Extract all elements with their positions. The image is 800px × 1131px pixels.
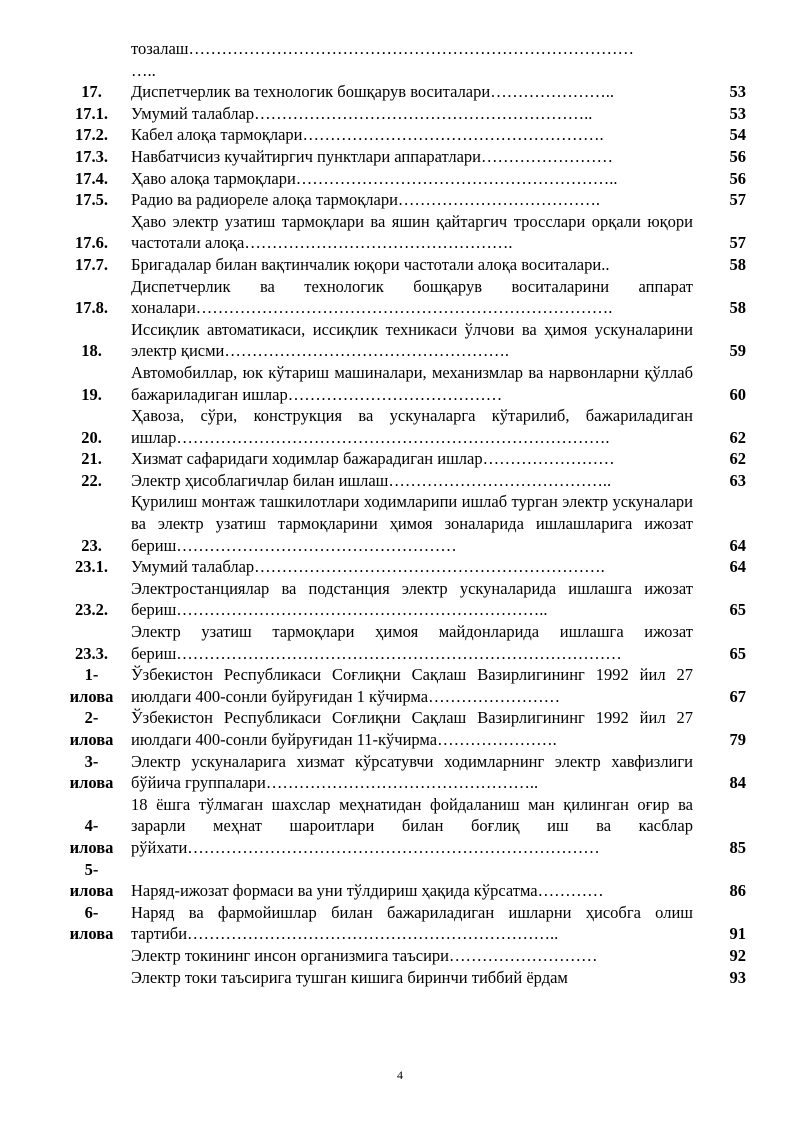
toc-entry-title: Ўзбекистон Республикаси Соғлиқни Сақлаш Вазирлигининг 1992 йил 27 июлдаги 400-сонли буйруғидан 11-кўчирма…………………. xyxy=(131,708,693,749)
toc-entry-title: Умумий талаблар…………………………………………………….. xyxy=(131,103,593,123)
toc-entry-number: 17.4. xyxy=(75,168,108,188)
toc-entry-page: 62 xyxy=(729,449,746,469)
toc-entry-title: Наряд-ижозат формаси ва уни тўлдириш ҳақида кўрсатма………… xyxy=(131,881,604,901)
toc-entry-page: 63 xyxy=(729,470,746,490)
toc-entry-page: 93 xyxy=(729,967,746,987)
toc-entry-title: Автомобиллар, юк кўтариш машиналари, механизмлар ва нарвонларни қўллаб бажариладиган ишлар………………………………… xyxy=(131,362,693,404)
toc-entry-title: Иссиқлик автоматикаси, иссиқлик техникаси ўлчови ва ҳимоя ускуналарини электр қисми……………………………………………. xyxy=(131,319,693,361)
toc-entry-title: Наряд ва фармойишлар билан бажариладиган ишларни ҳисобга олиш тартиби………………………………………………………….. xyxy=(131,902,693,944)
toc-entry-number: 23.3. xyxy=(75,643,108,663)
toc-row xyxy=(52,707,746,750)
toc-entry-number: 21. xyxy=(81,449,102,469)
toc-entry-page: 91 xyxy=(729,924,746,944)
toc-entry-title: тозалаш……………………………………………………………………… ….. xyxy=(131,39,634,80)
toc-entry-number: 19. xyxy=(81,384,102,404)
toc-entry-page: 56 xyxy=(729,168,746,188)
toc-entry-number: 2- илова xyxy=(69,708,114,749)
toc-row xyxy=(52,621,746,664)
toc-entry-page: 57 xyxy=(729,190,746,210)
toc-entry-page: 53 xyxy=(729,82,746,102)
toc-entry-page: 53 xyxy=(729,103,746,123)
toc-entry-page: 84 xyxy=(729,773,746,793)
toc-row xyxy=(52,794,746,859)
toc-entry-title: Умумий талаблар………………………………………………………. xyxy=(131,557,605,577)
toc-row xyxy=(52,967,746,989)
toc-row xyxy=(52,146,746,168)
toc-entry-title: Навбатчисиз кучайтиргич пунктлари аппаратлари…………………… xyxy=(131,146,613,166)
toc-entry-title: Электростанциялар ва подстанция электр ускуналарида ишлашга ижозат бериш………………………………………………………….. xyxy=(131,578,693,620)
toc-row xyxy=(52,362,746,405)
toc-entry-number: 23. xyxy=(81,535,102,555)
toc-entry-title: Ҳавоза, сўри, конструкция ва ускуналарга кўтарилиб, бажариладиган ишлар……………………………………………………………………. xyxy=(131,406,693,447)
toc-entry-number xyxy=(52,945,131,967)
toc-entry-page: 79 xyxy=(729,730,746,749)
toc-entry-number: 17.7. xyxy=(75,254,108,274)
toc-row xyxy=(52,405,746,448)
toc-row xyxy=(52,168,746,190)
toc-row xyxy=(52,664,746,707)
toc-row xyxy=(52,103,746,125)
table-of-contents xyxy=(52,38,746,988)
toc-row xyxy=(52,751,746,794)
toc-entry-number: 5- илова xyxy=(69,859,114,901)
toc-entry-number: 18. xyxy=(81,341,102,361)
toc-row xyxy=(52,211,746,254)
toc-entry-title: Ҳаво электр узатиш тармоқлари ва яшин қайтаргич тросслари орқали юқори частотали алоқа…………………………………………. xyxy=(131,211,693,253)
toc-row xyxy=(52,276,746,319)
toc-row xyxy=(52,945,746,967)
toc-entry-page: 67 xyxy=(729,686,746,706)
toc-entry-title: Электр узатиш тармоқлари ҳимоя майдонларида ишлашга ижозат бериш……………………………………………………………………… xyxy=(131,622,693,663)
toc-entry-number: 3- илова xyxy=(69,751,114,793)
toc-entry-number: 22. xyxy=(81,470,102,490)
toc-entry-title: Ҳаво алоқа тармоқлари………………………………………………….. xyxy=(131,168,618,188)
toc-row xyxy=(52,319,746,362)
toc-entry-title: Электр токи таъсирига тушган кишига биринчи тиббий ёрдам xyxy=(131,967,568,987)
toc-entry-number: 17.2. xyxy=(75,125,108,145)
toc-entry-page: 86 xyxy=(729,881,746,901)
toc-entry-page: 92 xyxy=(729,945,746,965)
toc-row xyxy=(52,491,746,556)
toc-body xyxy=(52,38,746,988)
toc-entry-number: 23.2. xyxy=(75,600,108,620)
toc-entry-title: Қурилиш монтаж ташкилотлари ходимларипи ишлаб турган электр ускуналари ва электр узатиш тармоқларини ҳимоя зоналарида ишлашларига ижозат бериш…………………………………………… xyxy=(131,492,693,555)
toc-entry-number: 17.5. xyxy=(75,190,108,210)
toc-entry-title: Диспетчерлик ва технологик бошқарув воситалари………………….. xyxy=(131,82,614,102)
toc-row xyxy=(52,189,746,211)
toc-entry-number xyxy=(52,38,131,81)
toc-entry-title: Электр ҳисоблагичлар билан ишлаш………………………………….. xyxy=(131,470,612,490)
toc-row xyxy=(52,124,746,146)
toc-row xyxy=(52,81,746,103)
toc-entry-number: 6- илова xyxy=(69,902,114,944)
toc-entry-page: 64 xyxy=(729,535,746,555)
toc-entry-number: 20. xyxy=(81,427,102,447)
toc-entry-title: Электр токининг инсон организмига таъсири……………………… xyxy=(131,945,598,965)
toc-entry-page: 60 xyxy=(729,384,746,404)
toc-entry-title: Ўзбекистон Республикаси Соғлиқни Сақлаш Вазирлигининг 1992 йил 27 июлдаги 400-сонли буйруғидан 1 кўчирма…………………… xyxy=(131,665,693,706)
toc-row xyxy=(52,556,746,578)
toc-entry-page: 65 xyxy=(729,600,746,620)
toc-entry-page: 58 xyxy=(729,254,746,274)
page-number: 4 xyxy=(397,1068,403,1082)
toc-entry-number: 23.1. xyxy=(75,557,108,577)
toc-row xyxy=(52,859,746,902)
toc-entry-number: 17.8. xyxy=(75,298,108,318)
toc-entry-number xyxy=(52,967,131,989)
toc-entry-page: 54 xyxy=(729,125,746,145)
toc-entry-title: Хизмат сафаридаги ходимлар бажарадиган ишлар…………………… xyxy=(131,449,615,469)
toc-row xyxy=(52,254,746,276)
toc-entry-page: 58 xyxy=(729,298,746,318)
toc-entry-page: 57 xyxy=(729,233,746,253)
toc-row xyxy=(52,902,746,945)
toc-entry-page: 64 xyxy=(729,557,746,577)
toc-entry-title: Радио ва радиореле алоқа тармоқлари………………………………. xyxy=(131,190,601,210)
toc-entry-title: Электр ускуналарига хизмат кўрсатувчи ходимларнинг электр хавфизлиги бўйича группалари………………………………………….. xyxy=(131,751,693,793)
toc-entry-page: 85 xyxy=(729,837,746,857)
toc-row xyxy=(52,38,746,81)
toc-entry-page: 56 xyxy=(729,146,746,166)
toc-entry-title: 18 ёшга тўлмаган шахслар меҳнатидан фойдаланиш ман қилинган оғир ва зарарли меҳнат шароитлари билан боғлиқ иш ва касблар рўйхати………………………………………………………………… xyxy=(131,794,693,857)
toc-entry-number: 4- илова xyxy=(69,816,114,857)
toc-row xyxy=(52,470,746,492)
toc-entry-page: 59 xyxy=(729,341,746,361)
toc-entry-title: Кабел алоқа тармоқлари………………………………………………. xyxy=(131,125,604,145)
toc-entry-page: 62 xyxy=(729,427,746,447)
toc-entry-number: 17. xyxy=(81,82,102,102)
toc-row xyxy=(52,578,746,621)
toc-entry-title: Бригадалар билан вақтинчалик юқори частотали алоқа воситалари.. xyxy=(131,254,610,274)
toc-row xyxy=(52,448,746,470)
toc-entry-number: 1- илова xyxy=(69,665,114,706)
toc-entry-page xyxy=(693,38,746,81)
toc-entry-number: 17.6. xyxy=(75,233,108,253)
toc-entry-number: 17.3. xyxy=(75,146,108,166)
toc-entry-page: 65 xyxy=(729,643,746,663)
toc-entry-title: Диспетчерлик ва технологик бошқарув воситаларини аппарат хоналари…………………………………………………………………. xyxy=(131,276,693,318)
toc-entry-number: 17.1. xyxy=(75,103,108,123)
